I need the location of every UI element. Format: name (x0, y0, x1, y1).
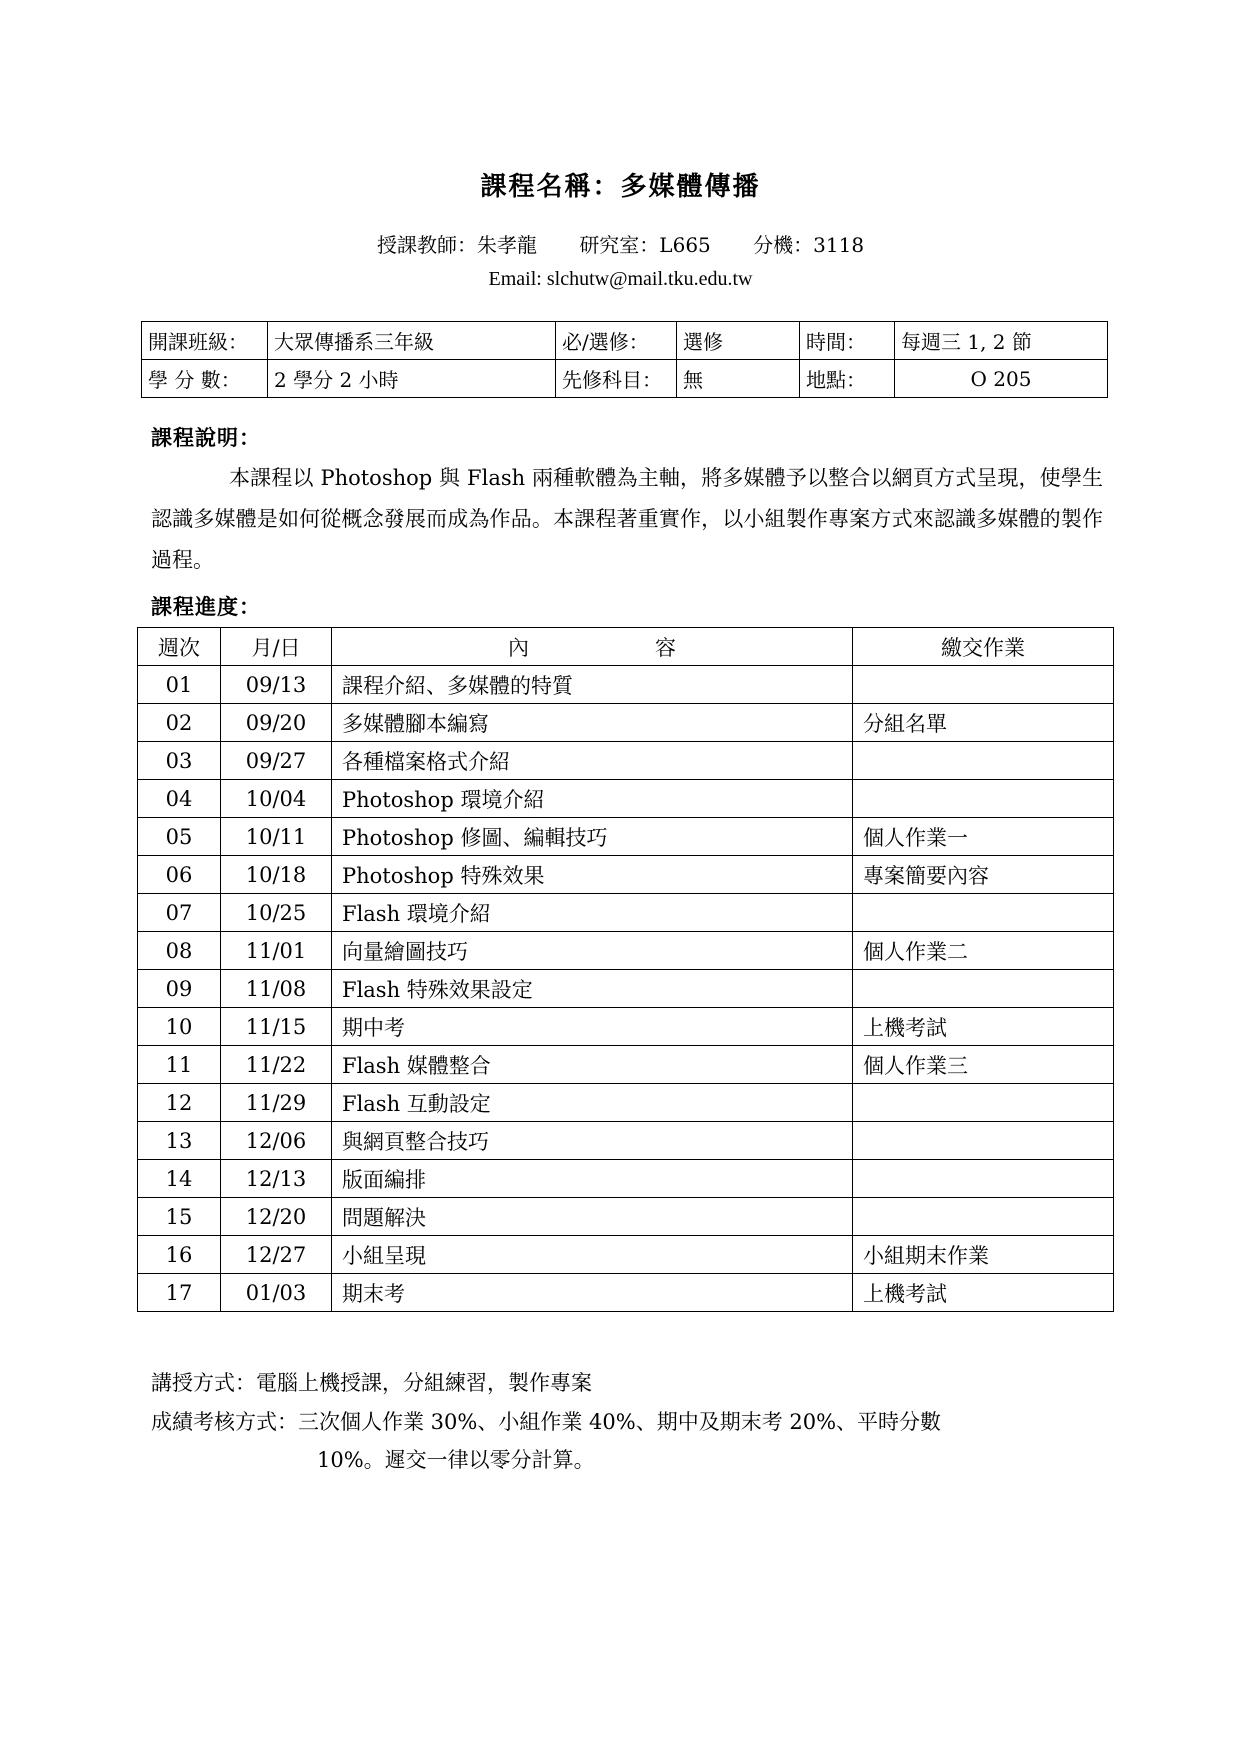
date-cell: 12/27 (221, 1236, 332, 1274)
week-cell: 08 (138, 932, 221, 970)
week-cell: 13 (138, 1122, 221, 1160)
table-row (138, 818, 1114, 856)
assignment-cell (853, 894, 1114, 932)
header-date: 月/日 (221, 628, 332, 666)
time-value: 每週三 1, 2 節 (895, 322, 1108, 360)
content-cell: Flash 互動設定 (332, 1084, 853, 1122)
date-cell: 11/01 (221, 932, 332, 970)
assignment-cell: 小組期末作業 (853, 1236, 1114, 1274)
table-row (138, 742, 1114, 780)
assignment-cell (853, 780, 1114, 818)
week-cell: 03 (138, 742, 221, 780)
content-cell: Photoshop 特殊效果 (332, 856, 853, 894)
content-cell: 向量繪圖技巧 (332, 932, 853, 970)
date-cell: 11/08 (221, 970, 332, 1008)
assignment-cell: 個人作業一 (853, 818, 1114, 856)
assignment-cell: 專案簡要內容 (853, 856, 1114, 894)
class-value: 大眾傳播系三年級 (268, 322, 556, 360)
header-assignment: 繳交作業 (853, 628, 1114, 666)
week-cell: 07 (138, 894, 221, 932)
assignment-cell: 個人作業二 (853, 932, 1114, 970)
week-cell: 16 (138, 1236, 221, 1274)
date-cell: 11/15 (221, 1008, 332, 1046)
week-cell: 10 (138, 1008, 221, 1046)
header-content: 內 容 (332, 628, 853, 666)
date-cell: 11/22 (221, 1046, 332, 1084)
date-cell: 10/18 (221, 856, 332, 894)
assignment-cell (853, 1198, 1114, 1236)
week-cell: 11 (138, 1046, 221, 1084)
table-row (138, 666, 1114, 704)
week-cell: 12 (138, 1084, 221, 1122)
table-row (138, 704, 1114, 742)
description-text: 本課程以 Photoshop 與 Flash 兩種軟體為主軸，將多媒體予以整合以網頁方式呈現，使學生認識多媒體是如何從概念發展而成為作品。本課程著重實作，以小組製作專案方式來認識多媒體的製作過程。 (151, 466, 1103, 572)
schedule-table (137, 627, 1114, 1312)
content-cell: 多媒體腳本編寫 (332, 704, 853, 742)
content-cell: Flash 媒體整合 (332, 1046, 853, 1084)
week-cell: 06 (138, 856, 221, 894)
credit-label: 學 分 數： (142, 360, 268, 398)
table-row (138, 1274, 1114, 1312)
table-row (138, 970, 1114, 1008)
info-row (142, 360, 1108, 398)
content-cell: Photoshop 環境介紹 (332, 780, 853, 818)
grading-line-1: 成績考核方式：三次個人作業 30%、小組作業 40%、期中及期末考 20%、平時分數 (151, 1410, 942, 1434)
assignment-cell: 個人作業三 (853, 1046, 1114, 1084)
date-cell: 01/03 (221, 1274, 332, 1312)
assignment-cell (853, 970, 1114, 1008)
schedule-body (138, 666, 1114, 1312)
date-cell: 11/29 (221, 1084, 332, 1122)
schedule-header-row (138, 628, 1114, 666)
week-cell: 04 (138, 780, 221, 818)
prereq-label: 先修科目： (556, 360, 677, 398)
assignment-cell: 上機考試 (853, 1274, 1114, 1312)
location-value: O 205 (895, 360, 1108, 398)
table-row (138, 1236, 1114, 1274)
description-heading: 課程說明： (151, 425, 261, 450)
date-cell: 09/13 (221, 666, 332, 704)
week-cell: 05 (138, 818, 221, 856)
assignment-cell (853, 742, 1114, 780)
teaching-method: 講授方式：電腦上機授課，分組練習，製作專案 (151, 1371, 592, 1395)
course-title: 課程名稱：多媒體傳播 (480, 172, 761, 202)
prereq-value: 無 (677, 360, 800, 398)
week-cell: 14 (138, 1160, 221, 1198)
grading-line-2: 10%。遲交一律以零分計算。 (317, 1448, 595, 1472)
table-row (138, 894, 1114, 932)
date-cell: 12/06 (221, 1122, 332, 1160)
date-cell: 09/27 (221, 742, 332, 780)
time-label: 時間： (800, 322, 895, 360)
table-row (138, 780, 1114, 818)
date-cell: 10/11 (221, 818, 332, 856)
week-cell: 01 (138, 666, 221, 704)
assignment-cell (853, 1084, 1114, 1122)
table-row (138, 1160, 1114, 1198)
content-cell: 課程介紹、多媒體的特質 (332, 666, 853, 704)
date-cell: 10/25 (221, 894, 332, 932)
content-cell: 期末考 (332, 1274, 853, 1312)
week-cell: 17 (138, 1274, 221, 1312)
assignment-cell: 上機考試 (853, 1008, 1114, 1046)
required-label: 必/選修： (556, 322, 677, 360)
week-cell: 09 (138, 970, 221, 1008)
location-label: 地點： (800, 360, 895, 398)
date-cell: 12/20 (221, 1198, 332, 1236)
schedule-heading: 課程進度： (151, 594, 261, 619)
assignment-cell: 分組名單 (853, 704, 1114, 742)
class-label: 開課班級： (142, 322, 268, 360)
assignment-cell (853, 666, 1114, 704)
content-cell: Flash 特殊效果設定 (332, 970, 853, 1008)
date-cell: 09/20 (221, 704, 332, 742)
credit-value: 2 學分 2 小時 (268, 360, 556, 398)
content-cell: 版面編排 (332, 1160, 853, 1198)
table-row (138, 1008, 1114, 1046)
required-value: 選修 (677, 322, 800, 360)
week-cell: 15 (138, 1198, 221, 1236)
content-cell: 與網頁整合技巧 (332, 1122, 853, 1160)
instructor-name: 授課教師：朱孝龍 (376, 233, 537, 257)
office-number: 研究室：L665 (579, 233, 711, 257)
course-info-table (141, 321, 1108, 398)
instructor-email: Email: slchutw@mail.tku.edu.tw (488, 268, 753, 290)
content-cell: 各種檔案格式介紹 (332, 742, 853, 780)
content-cell: Flash 環境介紹 (332, 894, 853, 932)
assignment-cell (853, 1122, 1114, 1160)
phone-extension: 分機：3118 (753, 233, 865, 257)
content-cell: 問題解決 (332, 1198, 853, 1236)
table-row (138, 1198, 1114, 1236)
date-cell: 10/04 (221, 780, 332, 818)
table-row (138, 856, 1114, 894)
content-cell: 小組呈現 (332, 1236, 853, 1274)
content-cell: Photoshop 修圖、編輯技巧 (332, 818, 853, 856)
assignment-cell (853, 1160, 1114, 1198)
table-row (138, 1122, 1114, 1160)
date-cell: 12/13 (221, 1160, 332, 1198)
content-cell: 期中考 (332, 1008, 853, 1046)
table-row (138, 932, 1114, 970)
table-row (138, 1046, 1114, 1084)
instructor-line (0, 229, 1241, 258)
header-week: 週次 (138, 628, 221, 666)
info-row (142, 322, 1108, 360)
table-row (138, 1084, 1114, 1122)
week-cell: 02 (138, 704, 221, 742)
